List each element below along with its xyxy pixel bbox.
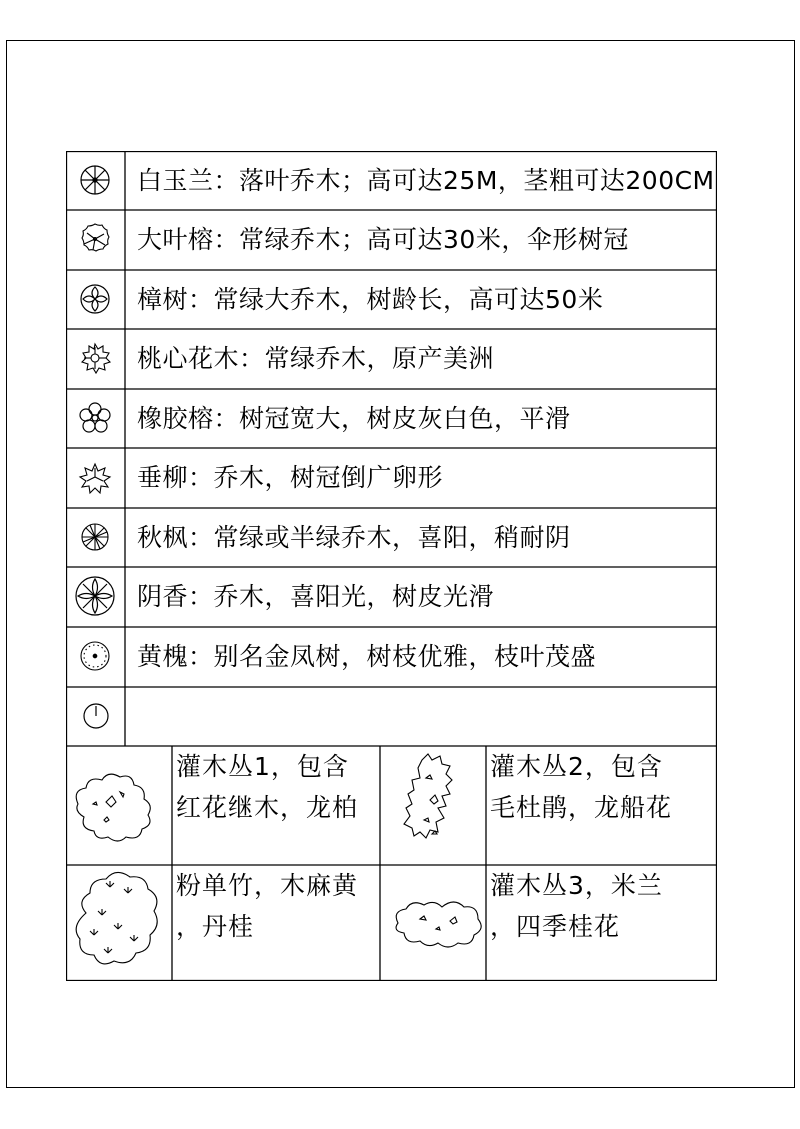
tree-description: 白玉兰：落叶乔木；高可达25M，茎粗可达200CM [137, 166, 715, 195]
legend-row [66, 270, 717, 329]
legend-row [66, 210, 717, 269]
shrub-description [490, 865, 663, 947]
shrub-description [176, 746, 358, 828]
shrub-cluster-horizontal-icon [390, 893, 486, 953]
legend-row [66, 448, 717, 507]
shrub-cell [380, 865, 717, 981]
tree-description: 樟树：常绿大乔木，树龄长，高可达50米 [137, 285, 604, 314]
tree-plan-simple-icon [66, 687, 125, 746]
shrub-description-line: ，丹桂 [176, 912, 255, 941]
tree-plan-hatched-icon [66, 508, 125, 567]
tree-description: 大叶榕：常绿乔木；高可达30米，伞形树冠 [137, 225, 629, 254]
shrub-cell [66, 865, 380, 981]
shrub-description [176, 865, 358, 947]
legend-row [66, 567, 717, 626]
tree-plan-large-crown-icon [66, 567, 125, 626]
shrub-description-line: 灌木丛1，包含 [176, 752, 349, 781]
tree-plan-dotted-icon [66, 627, 125, 686]
shrub-description-line: 灌木丛2，包含 [490, 752, 663, 781]
legend-row [66, 329, 717, 388]
shrub-description-line: 粉单竹，木麻黄 [176, 871, 359, 900]
shrub-cluster-cloud-icon [68, 762, 168, 842]
tree-description: 桃心花木：常绿乔木，原产美洲 [137, 344, 495, 373]
tree-plan-flower-icon [66, 389, 125, 448]
legend-row [66, 687, 717, 746]
tree-plan-star-icon [66, 448, 125, 507]
bamboo-cluster-icon [72, 869, 164, 977]
legend-row [66, 627, 717, 686]
tree-plan-scalloped-icon [66, 270, 125, 329]
tree-plan-petal-icon [66, 329, 125, 388]
shrub-cell [66, 746, 380, 865]
tree-plan-wavy-icon [66, 210, 125, 269]
tree-description: 秋枫：常绿或半绿乔木，喜阳，稍耐阴 [137, 523, 571, 552]
tree-description: 阴香：乔木，喜阳光，树皮光滑 [137, 582, 495, 611]
tree-description: 橡胶榕：树冠宽大，树皮灰白色，平滑 [137, 404, 571, 433]
shrub-description-line: 红花继木，龙柏 [176, 793, 359, 822]
tree-description: 黄槐：别名金凤树，树枝优雅，枝叶茂盛 [137, 642, 597, 671]
legend-row [66, 508, 717, 567]
shrub-description-line: ，四季桂花 [490, 912, 621, 941]
shrub-description-line: 灌木丛3，米兰 [490, 871, 663, 900]
shrub-description [490, 746, 672, 828]
tree-plan-spoked-icon [66, 151, 125, 210]
legend-row [66, 389, 717, 448]
shrub-cell [380, 746, 717, 865]
shrub-description-line: 毛杜鹃，龙船花 [490, 793, 673, 822]
plant-legend-table [66, 151, 717, 981]
legend-row [66, 151, 717, 210]
shrub-cluster-vertical-icon [402, 750, 462, 855]
tree-description: 垂柳：乔木，树冠倒广卵形 [137, 463, 444, 492]
